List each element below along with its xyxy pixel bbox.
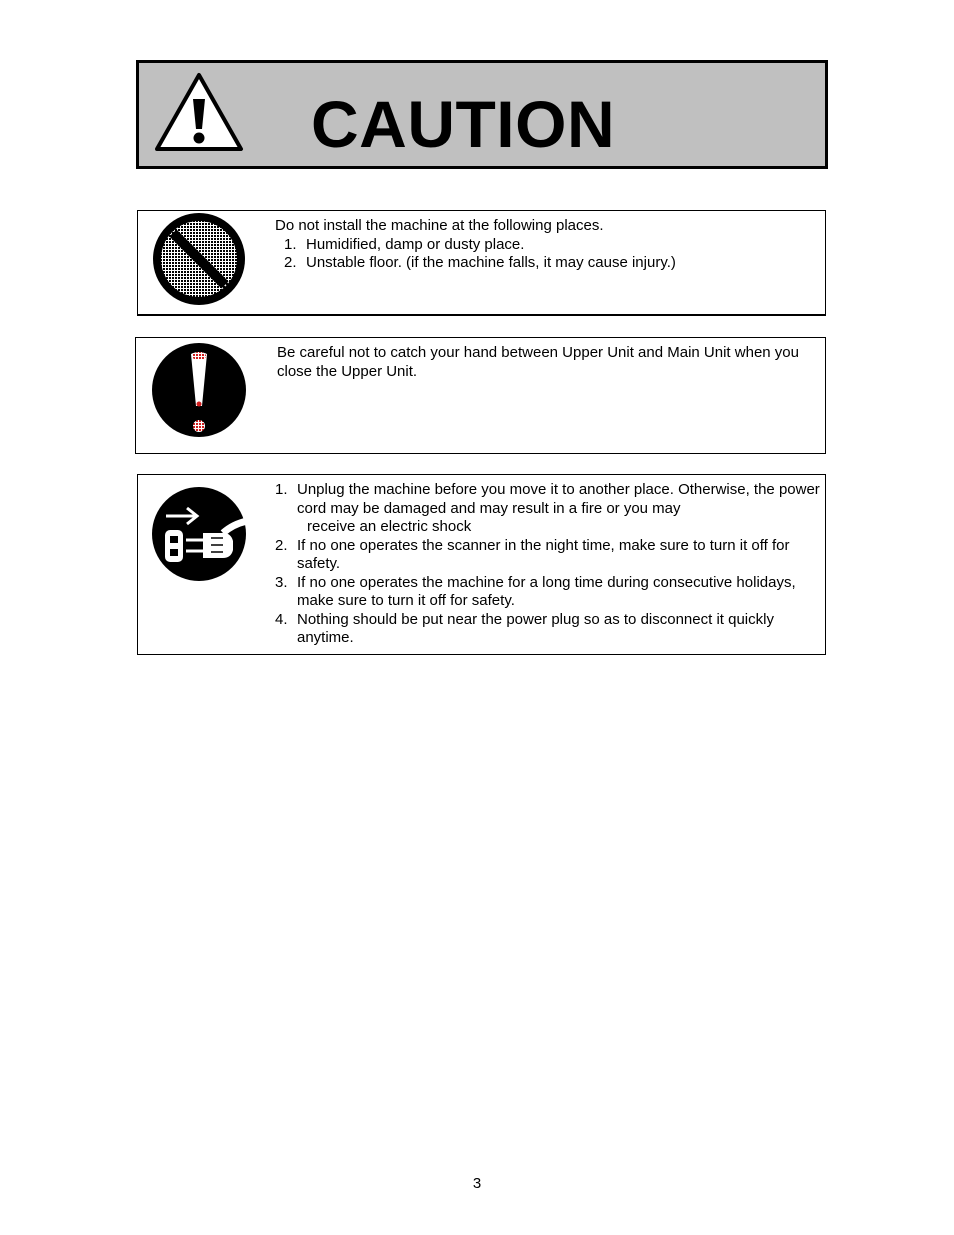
list-item [275,611,820,648]
unplug-icon [151,486,247,582]
installation-intro: Do not install the machine at the following places. [275,217,604,234]
list-item-text: Nothing should be put near the power plug so as to disconnect it quickly anytime. [297,610,774,646]
caution-banner [136,60,828,169]
caution-title: CAUTION [311,87,616,161]
caution-box-installation [137,210,826,316]
list-item-continuation: receive an electric shock [307,518,472,535]
list-item [275,574,820,611]
power-text [275,481,820,648]
list-item-text: If no one operates the machine for a long time during consecutive holidays, make sure to turn it off for safety. [297,573,796,609]
prohibition-icon [151,211,247,307]
list-item-number: 3. [275,573,288,591]
hand-pinch-text: Be careful not to catch your hand between Upper Unit and Main Unit when you close the Upper Unit. [277,344,799,380]
list-item-number: 1. [275,481,288,498]
list-item [275,537,820,574]
list-item [275,254,815,273]
list-item [275,236,815,255]
list-item-number: 2. [284,254,297,271]
mandatory-exclamation-icon [151,342,247,438]
list-item-text: Unstable floor. (if the machine falls, it may cause injury.) [306,254,676,271]
list-item-text: Unplug the machine before you move it to another place. Otherwise, the power cord may be damaged and may result in a fire or you may [297,481,820,517]
installation-text [275,217,815,273]
list-item-text: Humidified, damp or dusty place. [306,235,525,253]
list-item-number: 2. [275,536,288,554]
caution-box-power [137,474,826,655]
list-item-text: If no one operates the scanner in the night time, make sure to turn it off for safety. [297,536,790,572]
warning-triangle-icon [153,71,245,153]
list-item-number: 4. [275,610,288,628]
page-number: 3 [472,1175,482,1192]
caution-box-hand-pinch [135,337,826,454]
list-item [275,481,820,537]
list-item-number: 1. [284,235,297,253]
